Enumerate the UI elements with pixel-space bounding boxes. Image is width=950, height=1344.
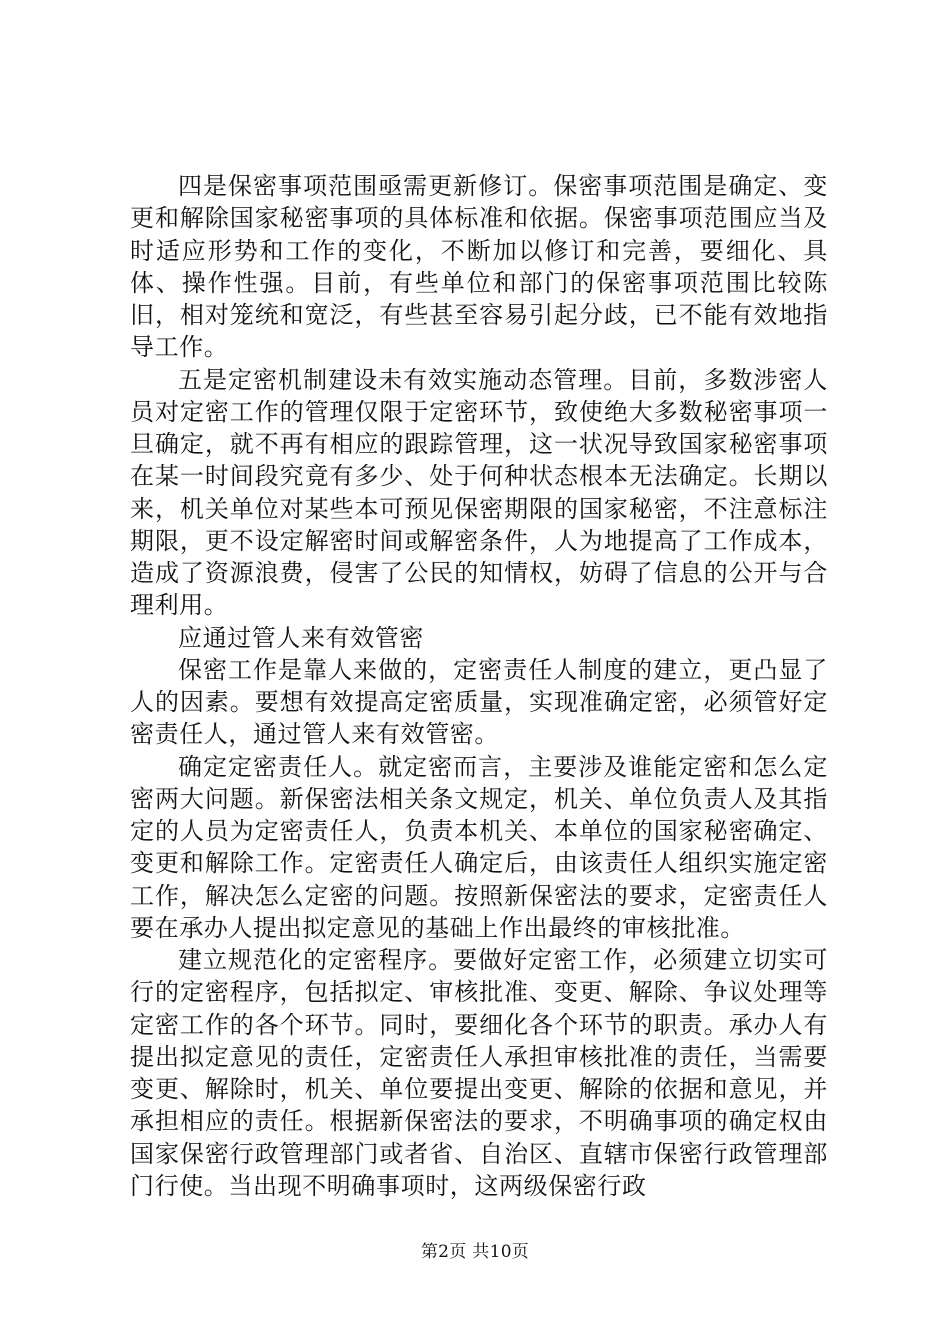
paragraph-3: 保密工作是靠人来做的，定密责任人制度的建立，更凸显了人的因素。要想有效提高定密质量，实现准确定密，必须管好定密责任人，通过管人来有效管密。	[130, 655, 828, 749]
paragraph-2: 五是定密机制建设未有效实施动态管理。目前，多数涉密人员对定密工作的管理仅限于定密环节，致使绝大多数秘密事项一旦确定，就不再有相应的跟踪管理，这一状况导致国家秘密事项在某一时间段究竟有多少、处于何种状态根本无法确定。长期以来，机关单位对某些本可预见保密期限的国家秘密，不注意标注期限，更不设定解密时间或解密条件，人为地提高了工作成本，造成了资源浪费，侵害了公民的知情权，妨碍了信息的公开与合理利用。	[130, 365, 828, 620]
page-footer: 第2页 共10页	[420, 1242, 530, 1262]
paragraph-1: 四是保密事项范围亟需更新修订。保密事项范围是确定、变更和解除国家秘密事项的具体标准和依据。保密事项范围应当及时适应形势和工作的变化，不断加以修订和完善，要细化、具体、操作性强。目前，有些单位和部门的保密事项范围比较陈旧，相对笼统和宽泛，有些甚至容易引起分歧，已不能有效地指导工作。	[130, 172, 828, 362]
section-heading: 应通过管人来有效管密	[178, 623, 424, 652]
paragraph-5: 建立规范化的定密程序。要做好定密工作，必须建立切实可行的定密程序，包括拟定、审核批准、变更、解除、争议处理等定密工作的各个环节。同时，要细化各个环节的职责。承办人有提出拟定意见的责任，定密责任人承担审核批准的责任，当需要变更、解除时，机关、单位要提出变更、解除的依据和意见，并承担相应的责任。根据新保密法的要求，不明确事项的确定权由国家保密行政管理部门或者省、自治区、直辖市保密行政管理部门行使。当出现不明确事项时，这两级保密行政	[130, 946, 828, 1200]
document-body	[130, 170, 828, 1202]
paragraph-4: 确定定密责任人。就定密而言，主要涉及谁能定密和怎么定密两大问题。新保密法相关条文规定，机关、单位负责人及其指定的人员为定密责任人，负责本机关、本单位的国家秘密确定、变更和解除工作。定密责任人确定后，由该责任人组织实施定密工作，解决怎么定密的问题。按照新保密法的要求，定密责任人要在承办人提出拟定意见的基础上作出最终的审核批准。	[130, 752, 828, 942]
